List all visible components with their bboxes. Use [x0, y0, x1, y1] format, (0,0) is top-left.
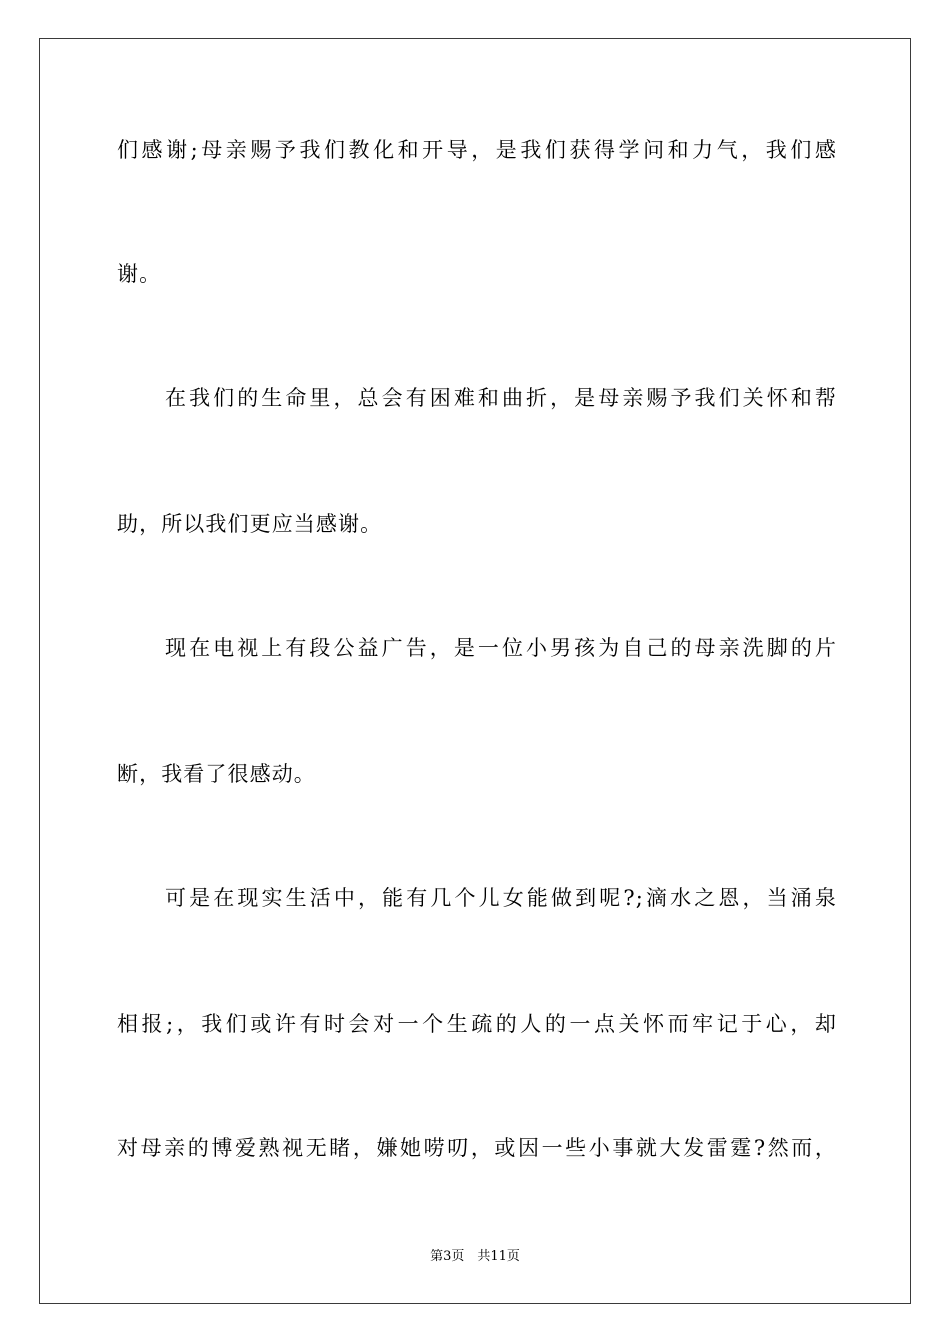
text-line-5: 现在电视上有段公益广告，是一位小男孩为自己的母亲洗脚的片 [165, 636, 837, 660]
text-line-2: 谢。 [117, 262, 162, 286]
page-border [39, 38, 911, 1304]
text-line-1: 们感谢;母亲赐予我们教化和开导，是我们获得学问和力气，我们感 [117, 138, 837, 162]
page-number-footer: 第3页 共11页 [430, 1249, 520, 1264]
text-line-8: 相报;，我们或许有时会对一个生疏的人的一点关怀而牢记于心，却 [117, 1012, 837, 1036]
text-line-4: 助，所以我们更应当感谢。 [117, 512, 383, 536]
text-line-3: 在我们的生命里，总会有困难和曲折，是母亲赐予我们关怀和帮 [165, 386, 837, 410]
text-line-9: 对母亲的博爱熟视无睹，嫌她唠叨，或因一些小事就大发雷霆?然而， [117, 1136, 837, 1160]
text-line-6: 断，我看了很感动。 [117, 762, 316, 786]
text-line-7: 可是在现实生活中，能有几个儿女能做到呢?;滴水之恩，当涌泉 [165, 886, 837, 910]
